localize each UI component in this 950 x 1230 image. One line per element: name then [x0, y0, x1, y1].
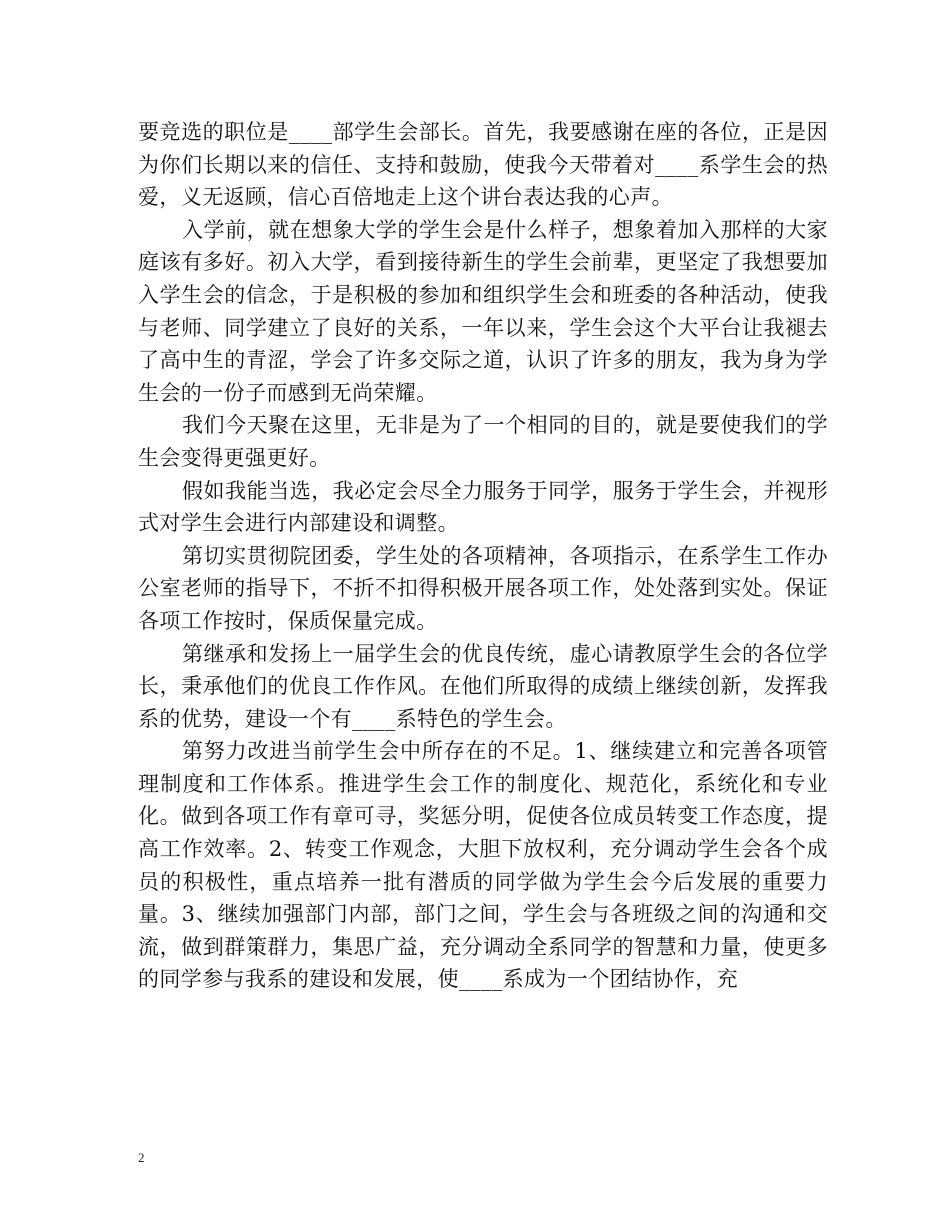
paragraph-5: 第切实贯彻院团委，学生处的各项精神，各项指示，在系学生工作办公室老师的指导下，不折不扣得积极开展各项工作，处处落到实处。保证各项工作按时，保质保量完成。 [138, 543, 828, 633]
paragraph-2: 入学前，就在想象大学的学生会是什么样子，想象着加入那样的大家庭该有多好。初入大学，看到接待新生的学生会前辈，更坚定了我想要加入学生会的信念，于是积极的参加和组织学生会和班委的各种活动，使我与老师、同学建立了良好的关系，一年以来，学生会这个大平台让我褪去了高中生的青涩，学会了许多交际之道，认识了许多的朋友，我为身为学生会的一份子而感到无尚荣耀。 [138, 217, 828, 405]
page-number: 2 [138, 1150, 145, 1165]
document-body [138, 116, 828, 996]
paragraph-3: 我们今天聚在这里，无非是为了一个相同的目的，就是要使我们的学生会变得更强更好。 [138, 413, 828, 470]
paragraph-7: 第努力改进当前学生会中所存在的不足。1、继续建立和完善各项管理制度和工作体系。推进学生会工作的制度化、规范化，系统化和专业化。做到各项工作有章可寻，奖惩分明，促使各位成员转变工作态度，提高工作效率。2、转变工作观念，大胆下放权利，充分调动学生会各个成员的积极性，重点培养一批有潜质的同学做为学生会今后发展的重要力量。3、继续加强部门内部，部门之间，学生会与各班级之间的沟通和交流，做到群策群力，集思广益，充分调动全系同学的智慧和力量，使更多的同学参与我系的建设和发展，使____系成为一个团结协作，充 [138, 739, 828, 992]
paragraph-4: 假如我能当选，我必定会尽全力服务于同学，服务于学生会，并视形式对学生会进行内部建设和调整。 [138, 478, 828, 536]
paragraph-6: 第继承和发扬上一届学生会的优良传统，虚心请教原学生会的各位学长，秉承他们的优良工作作风。在他们所取得的成绩上继续创新，发挥我系的优势，建设一个有____系特色的学生会。 [138, 641, 828, 731]
paragraph-1: 要竞选的职位是____部学生会部长。首先，我要感谢在座的各位，正是因为你们长期以来的信任、支持和鼓励，使我今天带着对____系学生会的热爱，义无返顾，信心百倍地走上这个讲台表达我的心声。 [138, 120, 828, 210]
